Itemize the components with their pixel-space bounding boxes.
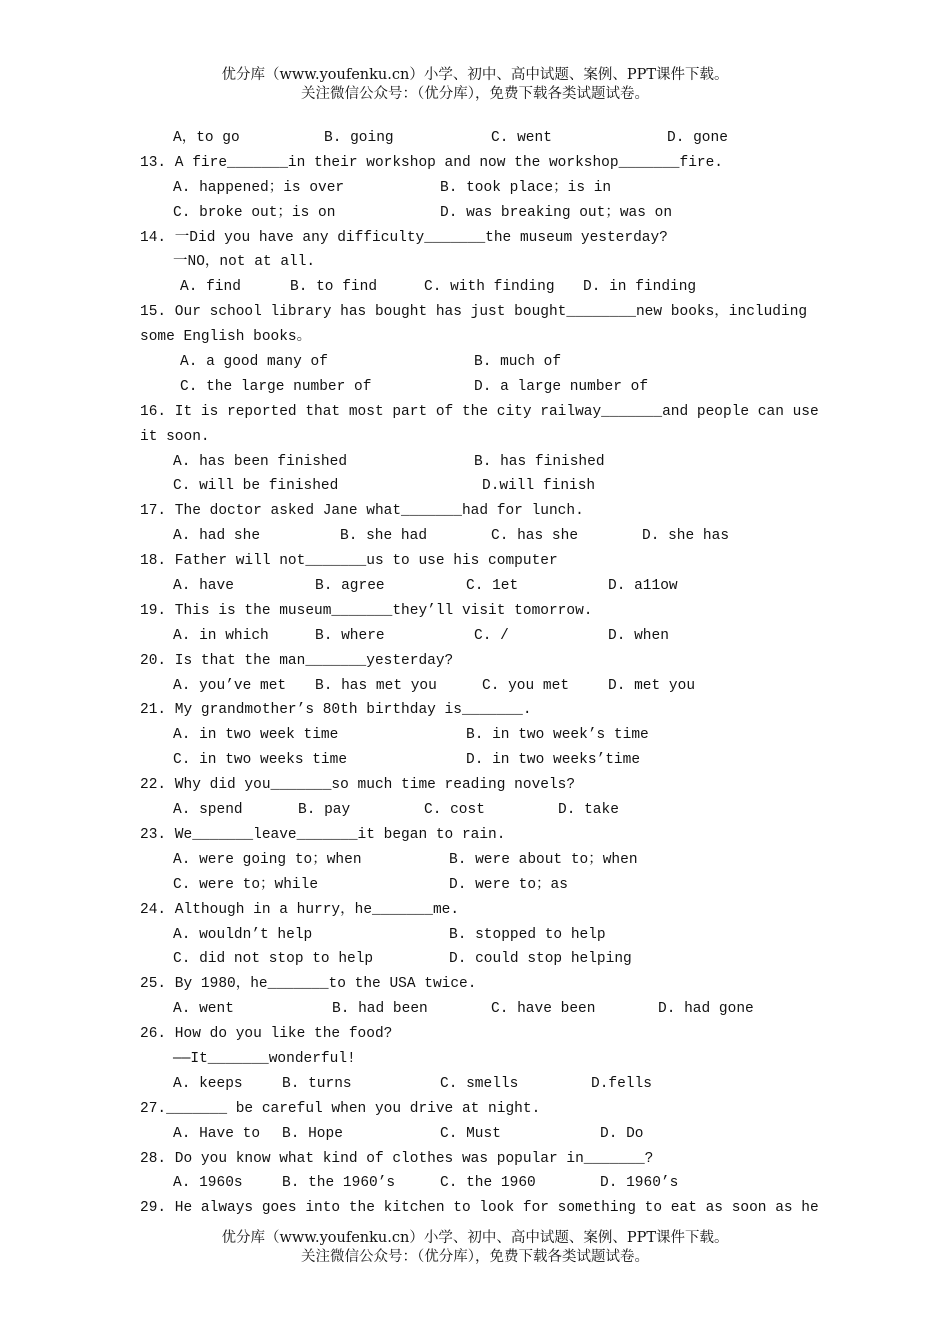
answer-option: C. / bbox=[474, 627, 509, 644]
question-line bbox=[140, 300, 820, 325]
question-line bbox=[140, 1196, 820, 1221]
answer-option: C. 1et bbox=[466, 578, 519, 595]
answer-option: C. did not stop to help bbox=[173, 951, 374, 968]
answer-option: C. Must bbox=[440, 1125, 501, 1142]
option-line bbox=[140, 201, 820, 226]
answer-option: B. she had bbox=[340, 528, 428, 545]
answer-option: A. spend bbox=[173, 802, 243, 819]
question-text: 19. This is the museum_______they’ll visit tomorrow. bbox=[140, 602, 593, 619]
answer-option: C. you met bbox=[482, 677, 570, 694]
answer-option: A. keeps bbox=[173, 1075, 243, 1092]
question-line bbox=[140, 773, 820, 798]
answer-option: D. when bbox=[608, 627, 669, 644]
question-line bbox=[140, 250, 820, 275]
answer-option: B. Hope bbox=[282, 1125, 343, 1142]
answer-option: C. cost bbox=[424, 802, 485, 819]
question-line bbox=[140, 325, 820, 350]
answer-option: D. met you bbox=[608, 677, 696, 694]
question-text: 一NO，not at all. bbox=[173, 254, 316, 271]
option-line bbox=[140, 176, 820, 201]
answer-option: B. stopped to help bbox=[449, 926, 606, 943]
question-text: 29. He always goes into the kitchen to look for something to eat as soon as he bbox=[140, 1200, 819, 1217]
option-line bbox=[140, 947, 820, 972]
answer-option: D. in finding bbox=[583, 279, 697, 296]
option-line bbox=[140, 873, 820, 898]
answer-option: B. had been bbox=[332, 1001, 428, 1018]
question-text: 14. 一Did you have any difficulty_______the museum yesterday? bbox=[140, 229, 668, 246]
answer-option: D. could stop helping bbox=[449, 951, 632, 968]
option-line bbox=[140, 450, 820, 475]
answer-option: A. has been finished bbox=[173, 453, 348, 470]
answer-option: A，to go bbox=[173, 130, 240, 146]
footer-line-1: 优分库（www.youfenku.cn）小学、初中、高中试题、案例、PPT课件下载。 bbox=[221, 1230, 729, 1246]
question-text: 24. Although in a hurry，he_______me. bbox=[140, 901, 460, 918]
option-line bbox=[140, 350, 820, 375]
answer-option: B. turns bbox=[282, 1075, 352, 1092]
answer-option: D. were to；as bbox=[449, 876, 568, 893]
option-line bbox=[140, 674, 820, 699]
option-line bbox=[140, 624, 820, 649]
answer-option: B. to find bbox=[290, 279, 378, 296]
answer-option: A. have bbox=[173, 578, 234, 595]
question-text: 16. It is reported that most part of the city railway_______and people can use bbox=[140, 403, 819, 420]
page-header bbox=[0, 66, 950, 104]
answer-option: C. with finding bbox=[424, 279, 555, 296]
question-line bbox=[140, 1147, 820, 1172]
answer-option: B. took place；is in bbox=[440, 179, 612, 196]
question-text: 20. Is that the man_______yesterday? bbox=[140, 652, 454, 669]
answer-option: C. went bbox=[491, 130, 552, 146]
answer-option: B. in two week’s time bbox=[466, 727, 649, 744]
answer-option: D. gone bbox=[667, 130, 728, 146]
answer-option: D.will finish bbox=[482, 478, 596, 495]
question-text: 13. A fire_______in their workshop and now the workshop_______fire. bbox=[140, 154, 723, 171]
option-line bbox=[140, 1171, 820, 1196]
header-line-2: 关注微信公众号：（优分库），免费下载各类试题试卷。 bbox=[301, 86, 649, 102]
answer-option: D. was breaking out；was on bbox=[440, 204, 673, 221]
question-text: 15. Our school library has bought has just bought________new books，including bbox=[140, 304, 808, 321]
answer-option: B. has met you bbox=[315, 677, 437, 694]
question-text: 22. Why did you_______so much time reading novels? bbox=[140, 777, 576, 794]
option-line bbox=[140, 923, 820, 948]
question-text: 17. The doctor asked Jane what_______had for lunch. bbox=[140, 503, 584, 520]
answer-option: B. agree bbox=[315, 578, 385, 595]
answer-option: A. Have to bbox=[173, 1125, 261, 1142]
answer-option: A. find bbox=[180, 279, 241, 296]
question-line bbox=[140, 499, 820, 524]
question-text: 23. We_______leave_______it began to rain. bbox=[140, 826, 506, 843]
answer-option: C. will be finished bbox=[173, 478, 339, 495]
question-text: some English books。 bbox=[140, 329, 312, 346]
option-line bbox=[140, 1072, 820, 1097]
page-footer bbox=[0, 1229, 950, 1267]
question-text: 21. My grandmother’s 80th birthday is_______. bbox=[140, 702, 532, 719]
question-line bbox=[140, 599, 820, 624]
question-line bbox=[140, 549, 820, 574]
answer-option: B. has finished bbox=[474, 453, 605, 470]
answer-option: D. a large number of bbox=[474, 378, 649, 395]
question-line bbox=[140, 425, 820, 450]
answer-option: D. take bbox=[558, 802, 619, 819]
answer-option: A. were going to；when bbox=[173, 851, 362, 868]
question-text: ——It_______wonderful! bbox=[173, 1050, 356, 1067]
question-text: 27._______ be careful when you drive at night. bbox=[140, 1100, 541, 1117]
answer-option: B. going bbox=[324, 130, 394, 146]
answer-option: A. in two week time bbox=[173, 727, 339, 744]
answer-option: D. had gone bbox=[658, 1001, 754, 1018]
answer-option: A. 1960s bbox=[173, 1175, 243, 1192]
question-line bbox=[140, 898, 820, 923]
option-line bbox=[140, 375, 820, 400]
answer-option: A. a good many of bbox=[180, 354, 328, 371]
option-line bbox=[140, 997, 820, 1022]
answer-option: C. were to；while bbox=[173, 876, 319, 893]
option-line bbox=[140, 126, 820, 151]
option-line bbox=[140, 748, 820, 773]
answer-option: D. a11ow bbox=[608, 578, 678, 595]
answer-option: C. have been bbox=[491, 1001, 596, 1018]
question-line bbox=[140, 1097, 820, 1122]
answer-option: C. in two weeks time bbox=[173, 752, 348, 769]
answer-option: A. in which bbox=[173, 627, 269, 644]
answer-option: B. pay bbox=[298, 802, 351, 819]
question-text: it soon. bbox=[140, 428, 210, 445]
question-text: 25. By 1980，he_______to the USA twice. bbox=[140, 976, 477, 993]
answer-option: A. you’ve met bbox=[173, 677, 287, 694]
question-line bbox=[140, 400, 820, 425]
answer-option: B. where bbox=[315, 627, 385, 644]
answer-option: B. the 1960’s bbox=[282, 1175, 396, 1192]
option-line bbox=[140, 848, 820, 873]
header-line-1: 优分库（www.youfenku.cn）小学、初中、高中试题、案例、PPT课件下载。 bbox=[221, 67, 729, 83]
answer-option: B. much of bbox=[474, 354, 562, 371]
answer-option: A. wouldn’t help bbox=[173, 926, 313, 943]
question-line bbox=[140, 823, 820, 848]
answer-option: D. 1960’s bbox=[600, 1175, 679, 1192]
option-line bbox=[140, 798, 820, 823]
question-line bbox=[140, 1022, 820, 1047]
answer-option: D. in two weeks’time bbox=[466, 752, 641, 769]
question-line bbox=[140, 1047, 820, 1072]
exam-question-list bbox=[140, 126, 820, 1221]
question-line bbox=[140, 649, 820, 674]
answer-option: D. Do bbox=[600, 1125, 644, 1142]
answer-option: C. smells bbox=[440, 1075, 519, 1092]
answer-option: D. she has bbox=[642, 528, 730, 545]
footer-line-2: 关注微信公众号：（优分库），免费下载各类试题试卷。 bbox=[301, 1249, 649, 1265]
answer-option: C. broke out；is on bbox=[173, 204, 336, 221]
question-text: 28. Do you know what kind of clothes was popular in_______? bbox=[140, 1150, 654, 1167]
answer-option: A. went bbox=[173, 1001, 234, 1018]
question-line bbox=[140, 698, 820, 723]
option-line bbox=[140, 524, 820, 549]
answer-option: C. the large number of bbox=[180, 378, 372, 395]
question-line bbox=[140, 972, 820, 997]
answer-option: A. had she bbox=[173, 528, 261, 545]
answer-option: B. were about to；when bbox=[449, 851, 638, 868]
option-line bbox=[140, 1122, 820, 1147]
question-line bbox=[140, 226, 820, 251]
question-text: 26. How do you like the food? bbox=[140, 1026, 393, 1043]
option-line bbox=[140, 275, 820, 300]
question-text: 18. Father will not_______us to use his computer bbox=[140, 553, 558, 570]
option-line bbox=[140, 574, 820, 599]
option-line bbox=[140, 474, 820, 499]
answer-option: A. happened；is over bbox=[173, 179, 345, 196]
answer-option: C. has she bbox=[491, 528, 579, 545]
question-line bbox=[140, 151, 820, 176]
option-line bbox=[140, 723, 820, 748]
answer-option: C. the 1960 bbox=[440, 1175, 536, 1192]
answer-option: D.fells bbox=[591, 1075, 652, 1092]
